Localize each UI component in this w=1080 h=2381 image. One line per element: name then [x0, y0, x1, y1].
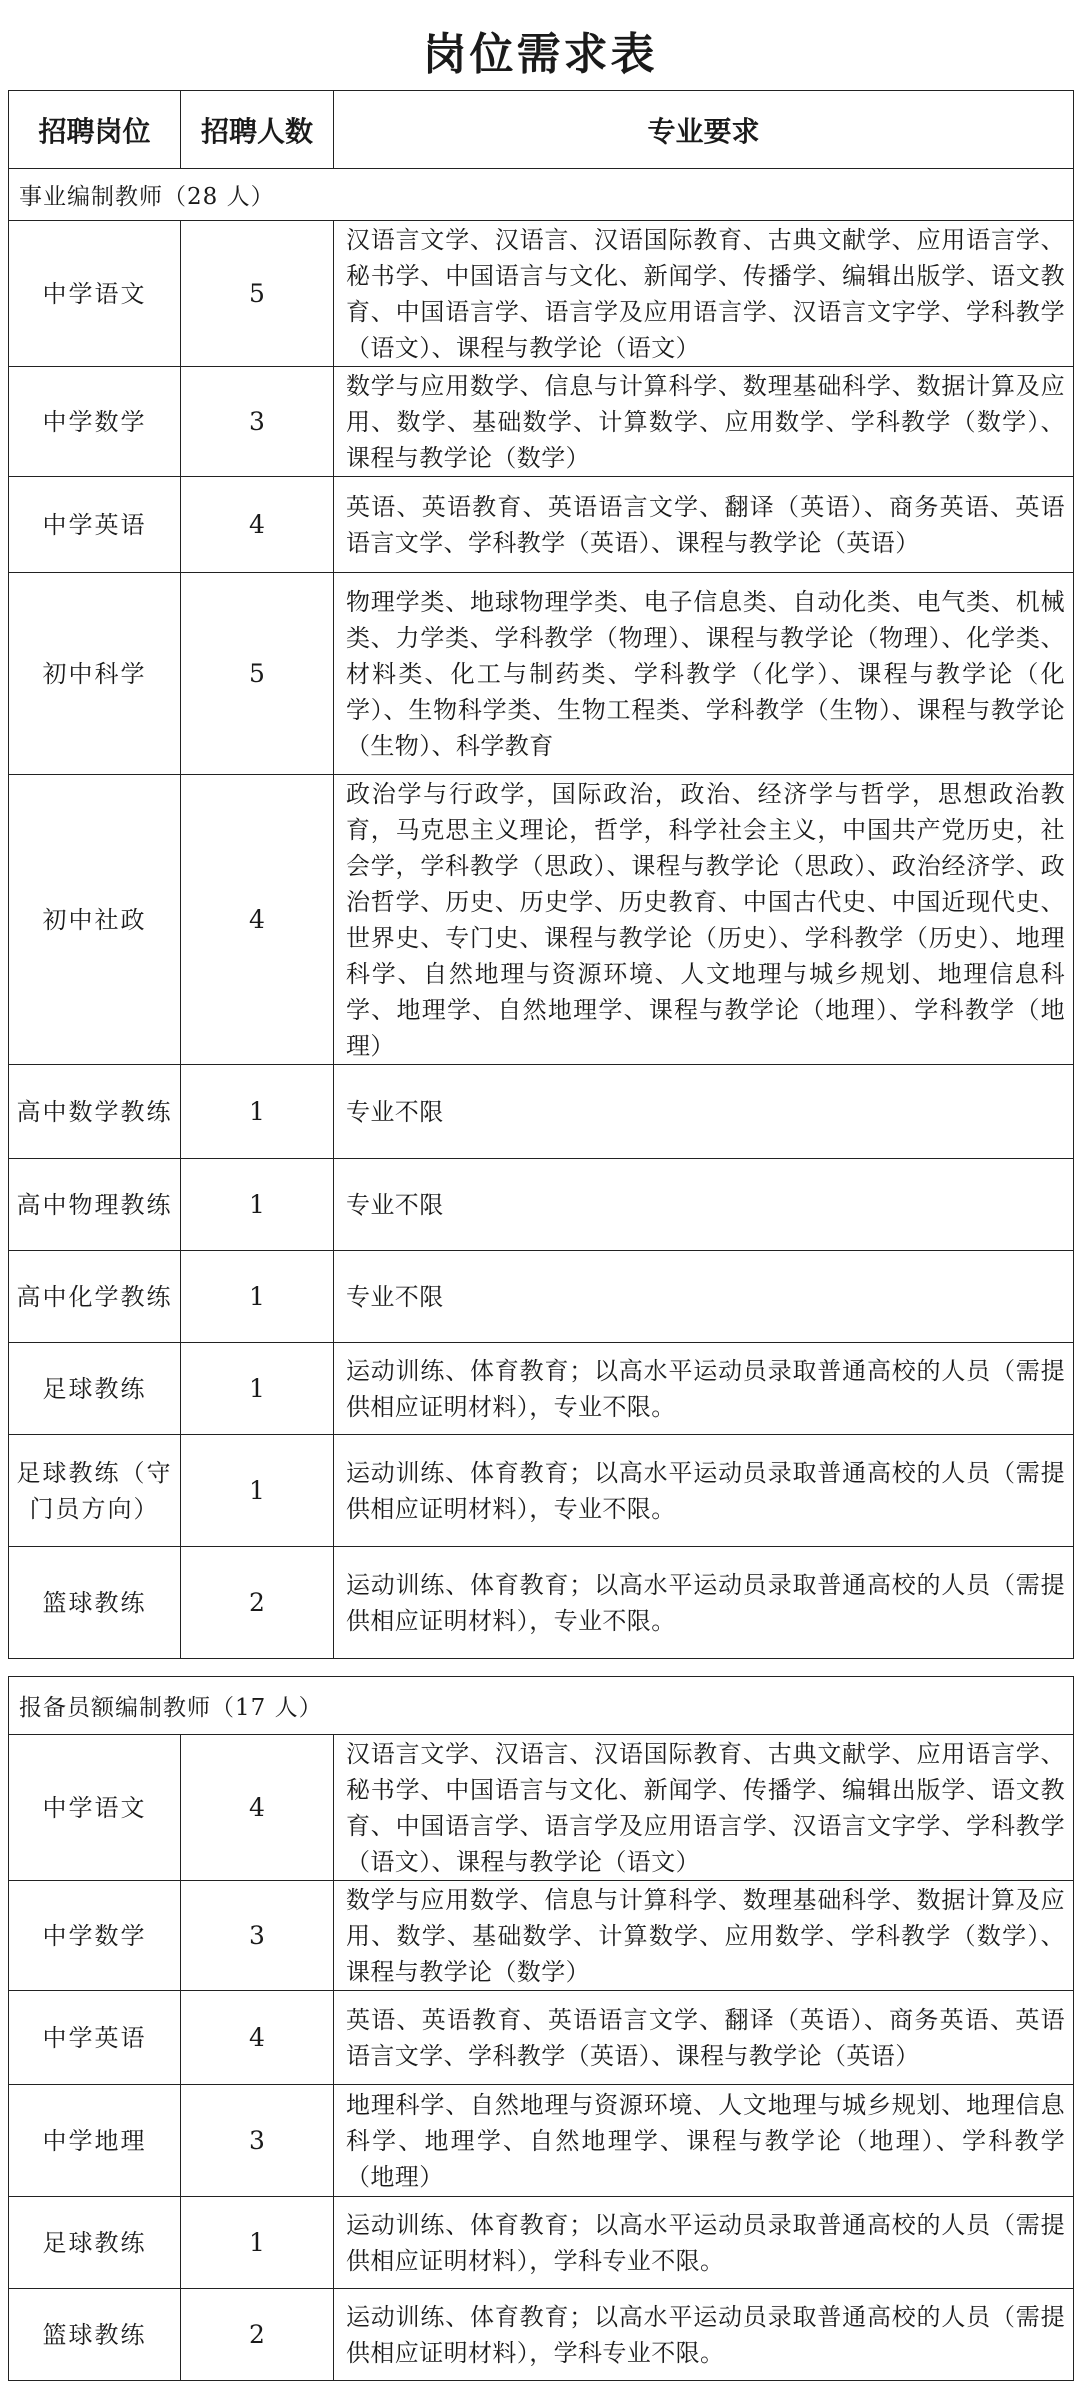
- cell-requirement: 运动训练、体育教育；以高水平运动员录取普通高校的人员（需提供相应证明材料），学科专业不限。: [334, 2197, 1074, 2289]
- cell-requirement: 数学与应用数学、信息与计算科学、数理基础科学、数据计算及应用、数学、基础数学、计算数学、应用数学、学科教学（数学）、课程与教学论（数学）: [334, 367, 1074, 477]
- cell-position: 高中物理教练: [9, 1159, 181, 1251]
- cell-requirement: 运动训练、体育教育；以高水平运动员录取普通高校的人员（需提供相应证明材料），专业不限。: [334, 1547, 1074, 1659]
- cell-requirement: 汉语言文学、汉语言、汉语国际教育、古典文献学、应用语言学、秘书学、中国语言与文化、新闻学、传播学、编辑出版学、语文教育、中国语言学、语言学及应用语言学、汉语言文字学、学科教学（语文）、课程与教学论（语文）: [334, 1735, 1074, 1881]
- cell-requirement: 运动训练、体育教育；以高水平运动员录取普通高校的人员（需提供相应证明材料），学科专业不限。: [334, 2289, 1074, 2381]
- cell-count: 2: [181, 1547, 334, 1659]
- cell-requirement: 专业不限: [334, 1065, 1074, 1159]
- cell-count: 3: [181, 1881, 334, 1991]
- section-label: 报备员额编制教师（17 人）: [9, 1677, 1074, 1735]
- cell-count: 1: [181, 1435, 334, 1547]
- table-row: [9, 477, 1074, 573]
- cell-position: 高中化学教练: [9, 1251, 181, 1343]
- cell-count: 1: [181, 2197, 334, 2289]
- cell-requirement: 英语、英语教育、英语语言文学、翻译（英语）、商务英语、英语语言文学、学科教学（英语）、课程与教学论（英语）: [334, 477, 1074, 573]
- section-label: 事业编制教师（28 人）: [9, 169, 1074, 221]
- cell-count: 5: [181, 573, 334, 775]
- cell-position: 中学地理: [9, 2085, 181, 2197]
- cell-requirement: 数学与应用数学、信息与计算科学、数理基础科学、数据计算及应用、数学、基础数学、计算数学、应用数学、学科教学（数学）、课程与教学论（数学）: [334, 1881, 1074, 1991]
- cell-count: 1: [181, 1343, 334, 1435]
- cell-position: 足球教练（守门员方向）: [9, 1435, 181, 1547]
- header-position: 招聘岗位: [9, 91, 181, 169]
- cell-count: 4: [181, 477, 334, 573]
- section-row: [9, 1677, 1074, 1735]
- table-row: [9, 1735, 1074, 1881]
- cell-position: 中学数学: [9, 1881, 181, 1991]
- table-row: [9, 1435, 1074, 1547]
- table-row: [9, 1991, 1074, 2085]
- cell-count: 4: [181, 1991, 334, 2085]
- cell-position: 足球教练: [9, 2197, 181, 2289]
- cell-count: 2: [181, 2289, 334, 2381]
- page-title: 岗位需求表: [422, 29, 658, 80]
- cell-requirement: 英语、英语教育、英语语言文学、翻译（英语）、商务英语、英语语言文学、学科教学（英语）、课程与教学论（英语）: [334, 1991, 1074, 2085]
- cell-requirement: 运动训练、体育教育；以高水平运动员录取普通高校的人员（需提供相应证明材料），专业不限。: [334, 1343, 1074, 1435]
- table-row: [9, 367, 1074, 477]
- cell-position: 中学英语: [9, 477, 181, 573]
- cell-requirement: 政治学与行政学，国际政治，政治、经济学与哲学，思想政治教育，马克思主义理论，哲学，科学社会主义，中国共产党历史，社会学，学科教学（思政）、课程与教学论（思政）、政治经济学、政治哲学、历史、历史学、历史教育、中国古代史、中国近现代史、世界史、专门史、课程与教学论（历史）、学科教学（历史）、地理科学、自然地理与资源环境、人文地理与城乡规划、地理信息科学、地理学、自然地理学、课程与教学论（地理）、学科教学（地理）: [334, 775, 1074, 1065]
- header-requirement: 专业要求: [334, 91, 1074, 169]
- table-row: [9, 573, 1074, 775]
- cell-count: 4: [181, 1735, 334, 1881]
- table-row: [9, 2197, 1074, 2289]
- cell-requirement: 专业不限: [334, 1159, 1074, 1251]
- cell-requirement: 汉语言文学、汉语言、汉语国际教育、古典文献学、应用语言学、秘书学、中国语言与文化、新闻学、传播学、编辑出版学、语文教育、中国语言学、语言学及应用语言学、汉语言文字学、学科教学（语文）、课程与教学论（语文）: [334, 221, 1074, 367]
- table-row: [9, 2289, 1074, 2381]
- cell-count: 4: [181, 775, 334, 1065]
- cell-position: 中学语文: [9, 1735, 181, 1881]
- cell-count: 3: [181, 2085, 334, 2197]
- table-reserve-posts: [8, 1676, 1074, 2381]
- cell-requirement: 运动训练、体育教育；以高水平运动员录取普通高校的人员（需提供相应证明材料），专业不限。: [334, 1435, 1074, 1547]
- table-row: [9, 2085, 1074, 2197]
- table-row: [9, 1547, 1074, 1659]
- cell-count: 1: [181, 1251, 334, 1343]
- cell-position: 初中社政: [9, 775, 181, 1065]
- cell-position: 初中科学: [9, 573, 181, 775]
- cell-count: 3: [181, 367, 334, 477]
- table-row: [9, 1881, 1074, 1991]
- cell-position: 足球教练: [9, 1343, 181, 1435]
- cell-count: 5: [181, 221, 334, 367]
- section-row: [9, 169, 1074, 221]
- cell-requirement: 地理科学、自然地理与资源环境、人文地理与城乡规划、地理信息科学、地理学、自然地理学、课程与教学论（地理）、学科教学（地理）: [334, 2085, 1074, 2197]
- cell-count: 1: [181, 1159, 334, 1251]
- table-header-row: [9, 91, 1074, 169]
- cell-requirement: 物理学类、地球物理学类、电子信息类、自动化类、电气类、机械类、力学类、学科教学（物理）、课程与教学论（物理）、化学类、材料类、化工与制药类、学科教学（化学）、课程与教学论（化学）、生物科学类、生物工程类、学科教学（生物）、课程与教学论（生物）、科学教育: [334, 573, 1074, 775]
- table-row: [9, 1159, 1074, 1251]
- cell-requirement: 专业不限: [334, 1251, 1074, 1343]
- cell-position: 高中数学教练: [9, 1065, 181, 1159]
- table-career-posts: [8, 90, 1074, 1659]
- table-row: [9, 1251, 1074, 1343]
- table-row: [9, 221, 1074, 367]
- cell-position: 中学语文: [9, 221, 181, 367]
- cell-position: 中学数学: [9, 367, 181, 477]
- cell-position: 篮球教练: [9, 1547, 181, 1659]
- table-row: [9, 1343, 1074, 1435]
- cell-position: 中学英语: [9, 1991, 181, 2085]
- header-count: 招聘人数: [181, 91, 334, 169]
- table-row: [9, 775, 1074, 1065]
- table-row: [9, 1065, 1074, 1159]
- cell-position: 篮球教练: [9, 2289, 181, 2381]
- cell-count: 1: [181, 1065, 334, 1159]
